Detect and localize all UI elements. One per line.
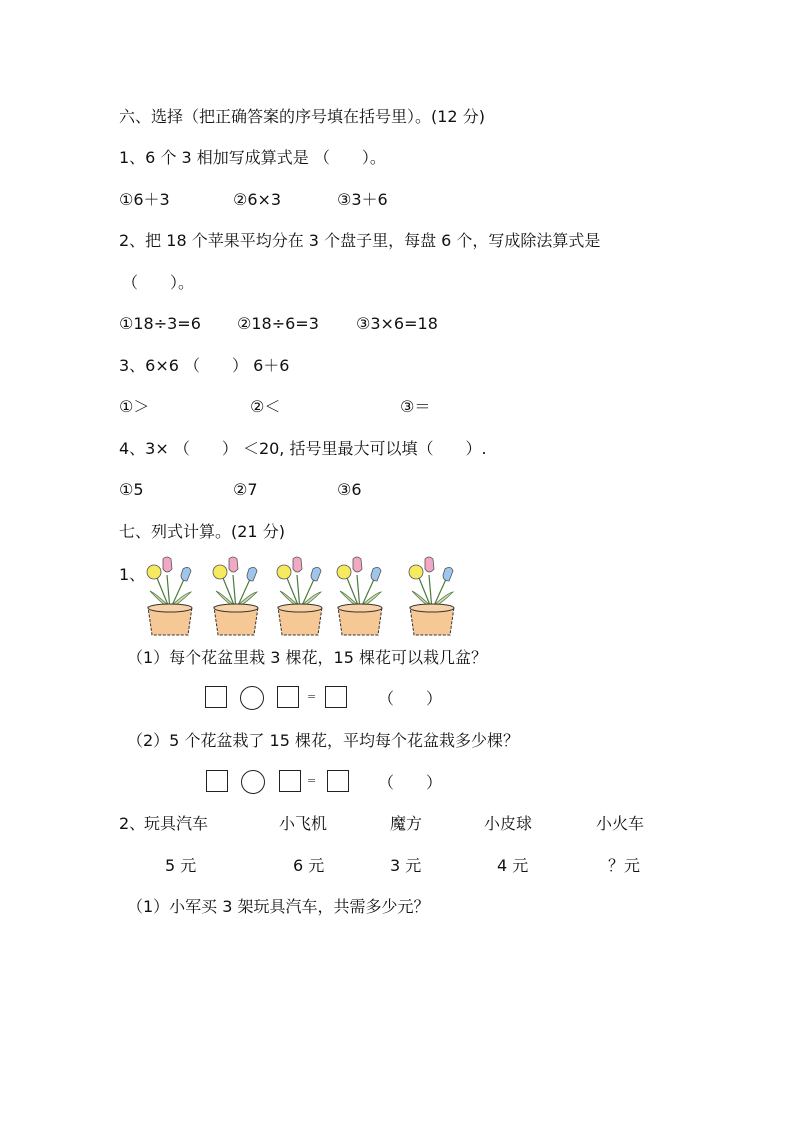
q3-option-2: ②＜: [250, 397, 281, 416]
operator-circle[interactable]: [240, 686, 264, 710]
q2-text: 2、把 18 个苹果平均分在 3 个盘子里，每盘 6 个，写成除法算式是: [119, 231, 601, 250]
q2-option-2: ②18÷6=3: [237, 314, 319, 333]
p2-sub1: （1）小军买 3 架玩具汽车，共需多少元？: [127, 897, 430, 916]
price-train: ？元: [608, 856, 641, 875]
answer-box[interactable]: [279, 770, 301, 792]
item-train: 小火车: [596, 814, 645, 833]
answer-box[interactable]: [327, 770, 349, 792]
p1-sub2: （2）5 个花盆栽了 15 棵花，平均每个花盆栽多少棵？: [127, 731, 519, 750]
flower-pot-image: [275, 555, 325, 637]
flower-pot-image: [407, 555, 457, 637]
flower-pot-image: [335, 555, 385, 637]
item-cube: 魔方: [390, 814, 423, 833]
price-plane: 6 元: [293, 856, 325, 875]
answer-box[interactable]: [205, 686, 227, 708]
section7-title: 七、列式计算。(21 分): [119, 522, 285, 541]
q3-option-3: ③＝: [400, 397, 431, 416]
price-toy-car: 5 元: [165, 856, 197, 875]
q2-option-1: ①18÷3=6: [119, 314, 201, 333]
q4-option-3: ③6: [337, 480, 362, 499]
flower-pot-image: [145, 555, 195, 637]
flower-pot-image: [211, 555, 261, 637]
item-plane: 小飞机: [279, 814, 328, 833]
q3-text: 3、6×6 （ ） 6＋6: [119, 356, 290, 375]
item-ball: 小皮球: [484, 814, 533, 833]
unit-paren[interactable]: （ ）: [378, 773, 443, 792]
section6-title: 六、选择（把正确答案的序号填在括号里）。(12 分): [119, 107, 485, 126]
p1-label: 1、: [119, 565, 146, 584]
equals-sign: =: [307, 690, 317, 703]
price-ball: 4 元: [497, 856, 529, 875]
q4-text: 4、3× （ ） ＜20, 括号里最大可以填（ ）.: [119, 439, 487, 458]
item-toy-car: 玩具汽车: [144, 814, 209, 833]
q4-option-2: ②7: [233, 480, 258, 499]
p2-label: 2、: [119, 814, 146, 833]
q2-option-3: ③3×6=18: [356, 314, 438, 333]
operator-circle[interactable]: [241, 770, 265, 794]
price-cube: 3 元: [390, 856, 422, 875]
p1-sub1: （1）每个花盆里栽 3 棵花，15 棵花可以栽几盆？: [127, 648, 487, 667]
answer-box[interactable]: [325, 686, 347, 708]
q3-option-1: ①＞: [119, 397, 150, 416]
q4-option-1: ①5: [119, 480, 144, 499]
equals-sign: =: [307, 774, 317, 787]
unit-paren[interactable]: （ ）: [378, 689, 443, 708]
q1-option-2: ②6×3: [233, 190, 282, 209]
answer-box[interactable]: [206, 770, 228, 792]
q2-text-cont: （ ）。: [122, 273, 195, 292]
q1-option-3: ③3＋6: [337, 190, 388, 209]
q1-text: 1、6 个 3 相加写成算式是 （ ）。: [119, 148, 386, 167]
q1-option-1: ①6＋3: [119, 190, 170, 209]
answer-box[interactable]: [277, 686, 299, 708]
